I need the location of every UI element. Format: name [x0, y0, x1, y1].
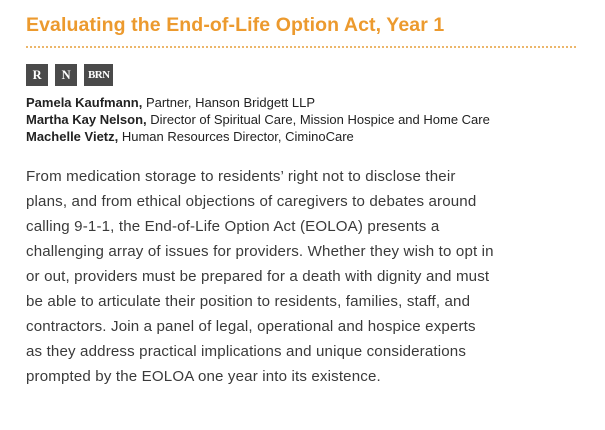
description-line: or out, providers must be prepared for a death with dignity and must: [26, 268, 490, 285]
description-line: prompted by the EOLOA one year into its existence.: [26, 368, 381, 385]
badge-n: N: [55, 64, 77, 86]
speaker-role: Director of Spiritual Care, Mission Hospice and Home Care: [146, 112, 490, 127]
description-line: contractors. Join a panel of legal, operational and hospice experts: [26, 318, 476, 335]
speaker-role: Human Resources Director, CiminoCare: [118, 129, 354, 144]
dotted-divider: [26, 46, 576, 48]
speaker-name: Martha Kay Nelson,: [26, 112, 147, 127]
badge-brn: BRN: [84, 64, 113, 86]
description-line: be able to articulate their position to residents, families, staff, and: [26, 293, 471, 310]
session-title: Evaluating the End-of-Life Option Act, Year 1: [26, 14, 445, 36]
description-line: From medication storage to residents’ right not to disclose their: [26, 168, 456, 185]
speaker-item: [26, 111, 581, 128]
speaker-item: [26, 94, 581, 111]
speaker-name: Machelle Vietz,: [26, 129, 119, 144]
description-line: plans, and from ethical objections of caregivers to debates around: [26, 193, 477, 210]
speaker-item: [26, 128, 581, 145]
speaker-role: Partner, Hanson Bridgett LLP: [142, 95, 316, 110]
badge-r: R: [26, 64, 48, 86]
description-line: calling 9-1-1, the End-of-Life Option Act (EOLOA) presents a: [26, 218, 440, 235]
session-description: [26, 164, 581, 389]
speaker-list: [26, 94, 581, 145]
speaker-name: Pamela Kaufmann,: [26, 95, 143, 110]
description-line: as they address practical implications and unique considerations: [26, 343, 467, 360]
credential-badges: [26, 64, 581, 86]
description-line: challenging array of issues for providers. Whether they wish to opt in: [26, 243, 494, 260]
session-listing: [26, 12, 581, 389]
